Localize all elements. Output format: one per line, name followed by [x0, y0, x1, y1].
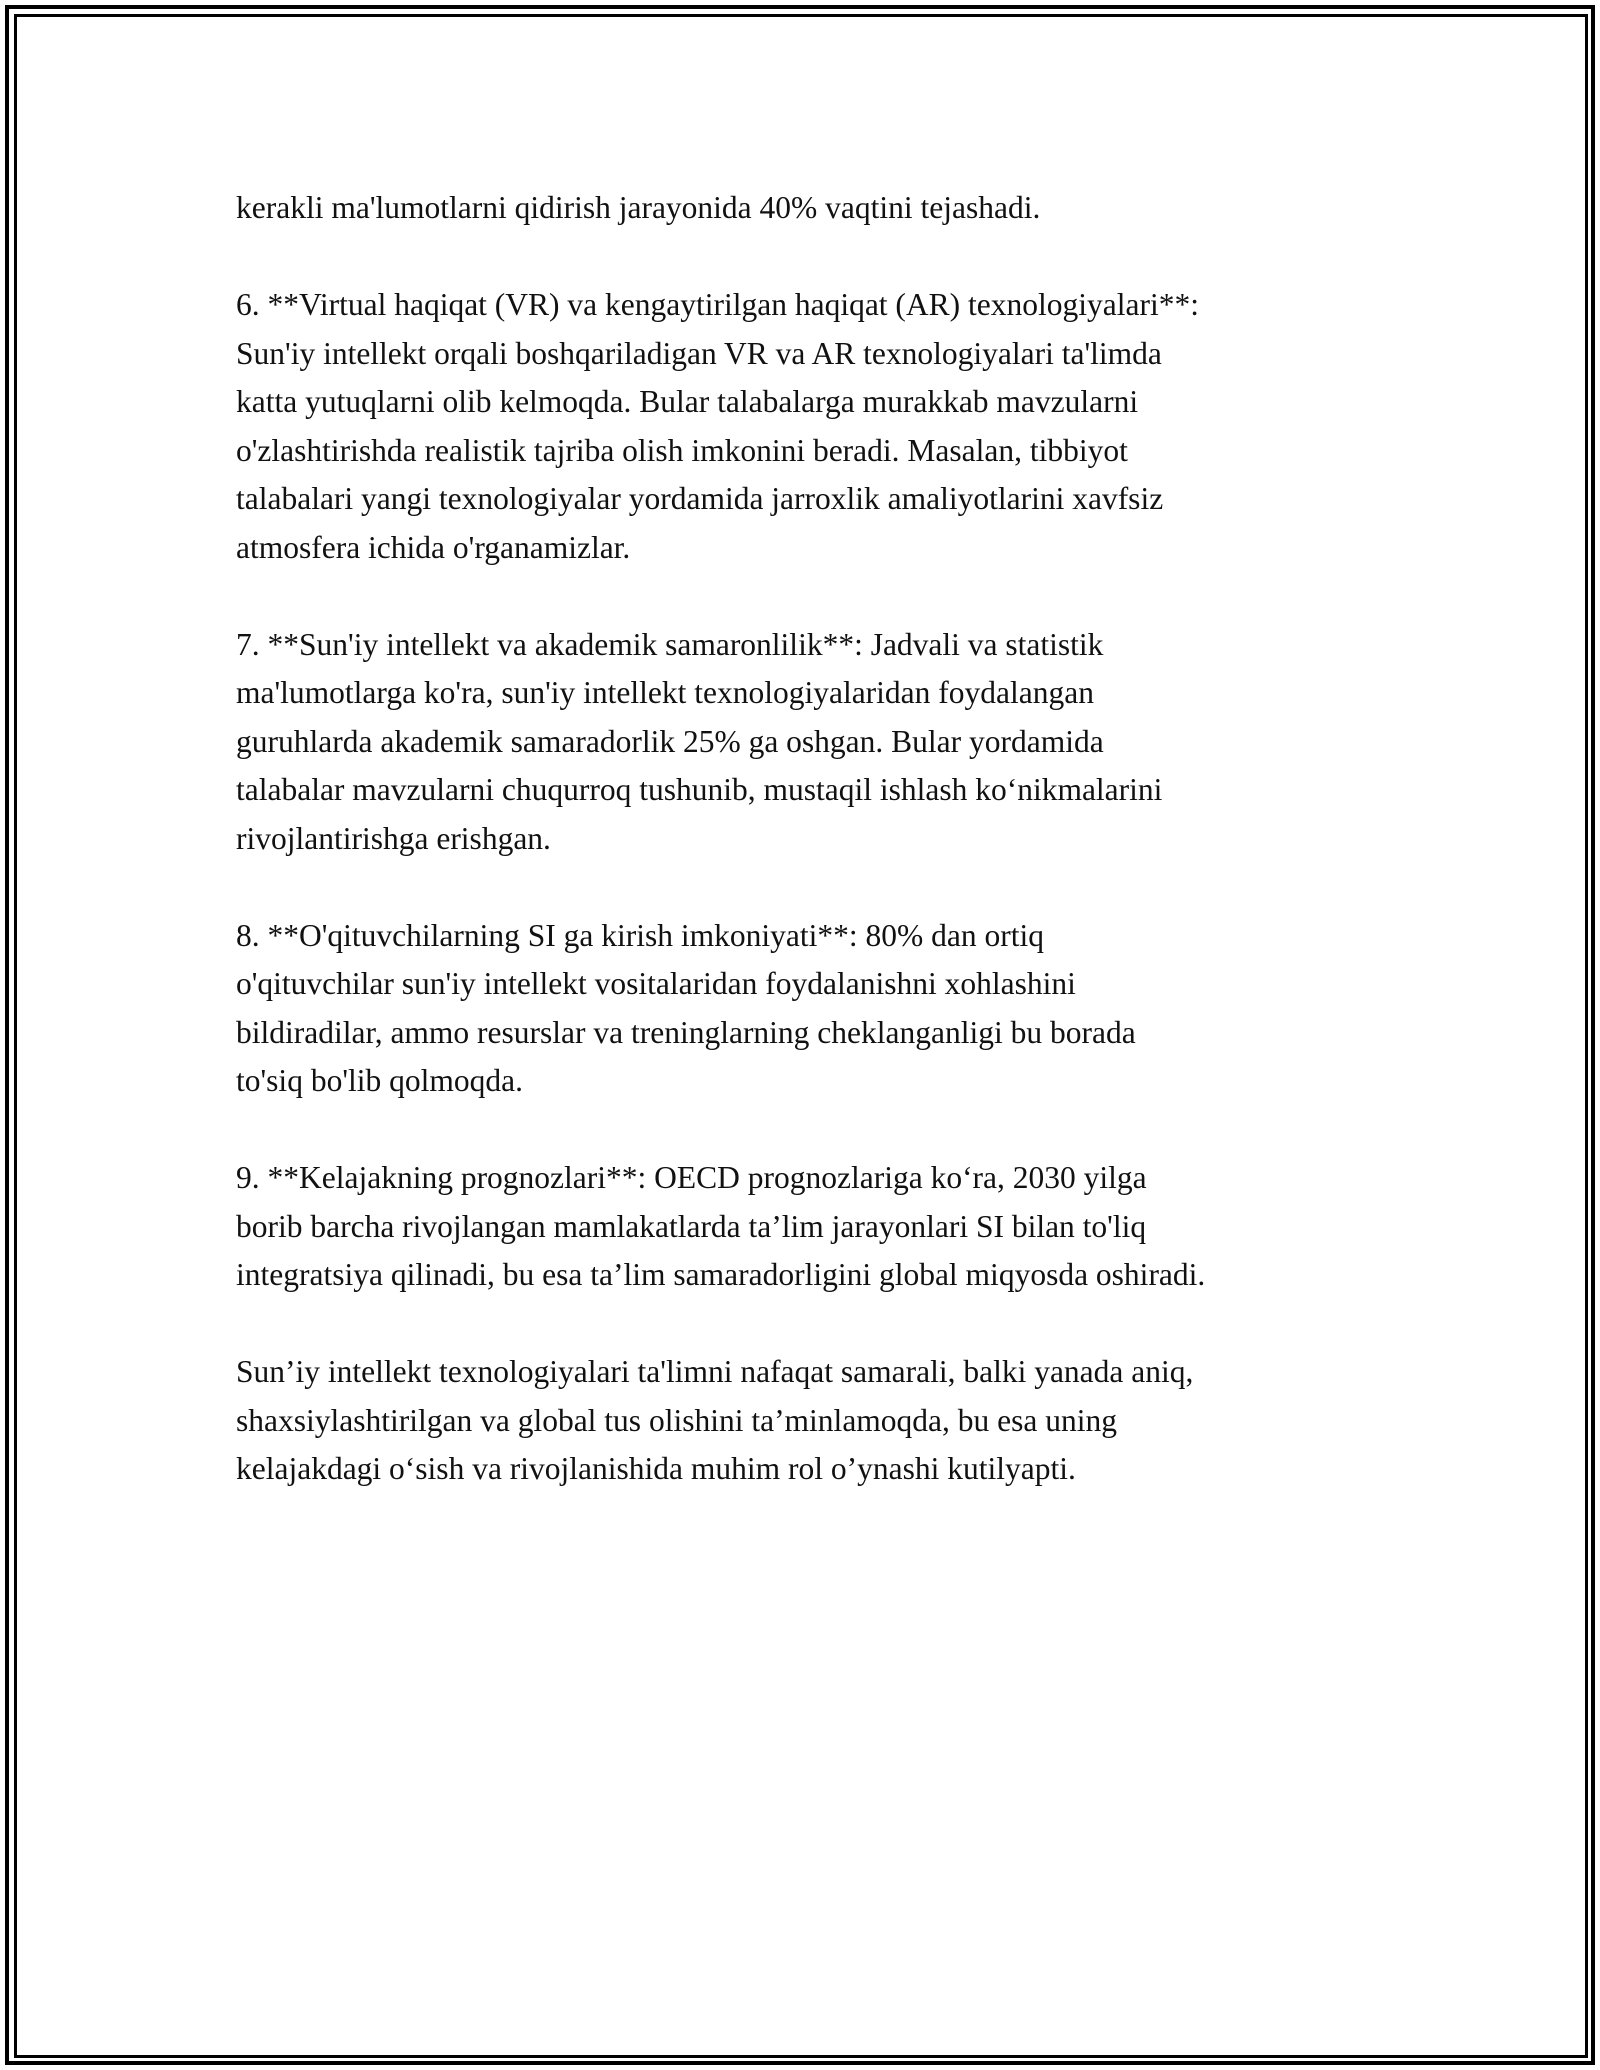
paragraph-intro-continuation: kerakli ma'lumotlarni qidirish jarayonida 40% vaqtini tejashadi.: [236, 190, 1041, 225]
paragraph-item-6-vr-ar: 6. **Virtual haqiqat (VR) va kengaytirilgan haqiqat (AR) texnologiyalari**: Sun'iy intellekt orqali boshqariladigan VR va AR texnologiyalari ta'limda katta yutuqlarni olib kelmoqda. Bular talabalarga murakkab mavzularni o'zlashtirishda realistik tajriba olish imkonini beradi. Masalan, tibbiyot talabalari yangi texnologiyalar yordamida jarroxlik amaliyotlarini xavfsiz atmosfera ichida o'rganamizlar.: [236, 287, 1199, 565]
paragraph-conclusion: Sun’iy intellekt texnologiyalari ta'limni nafaqat samarali, balki yanada aniq, shaxsiylashtirilgan va global tus olishini ta’minlamoqda, bu esa uning kelajakdagi o‘sish va rivojlanishida muhim rol o’ynashi kutilyapti.: [236, 1354, 1194, 1486]
paragraph-item-8-teacher-access: 8. **O'qituvchilarning SI ga kirish imkoniyati**: 80% dan ortiq o'qituvchilar sun'iy intellekt vositalaridan foydalanishni xohlashini bildiradilar, ammo resurslar va treninglarning cheklanganligi bu borada to'siq bo'lib qolmoqda.: [236, 917, 1136, 1098]
document-body: [236, 184, 1396, 1542]
paragraph-item-9-future-forecasts: 9. **Kelajakning prognozlari**: OECD prognozlariga ko‘ra, 2030 yilga borib barcha rivojlangan mamlakatlarda ta’lim jarayonlari SI bilan to'liq integratsiya qilinadi, bu esa ta’lim samaradorligini global miqyosda oshiradi.: [236, 1160, 1206, 1292]
paragraph-item-7-academic-performance: 7. **Sun'iy intellekt va akademik samaronlilik**: Jadvali va statistik ma'lumotlarga ko'ra, sun'iy intellekt texnologiyalaridan foydalangan guruhlarda akademik samaradorlik 25% ga oshgan. Bular yordamida talabalar mavzularni chuqurroq tushunib, mustaqil ishlash ko‘nikmalarini rivojlantirishga erishgan.: [236, 626, 1163, 856]
